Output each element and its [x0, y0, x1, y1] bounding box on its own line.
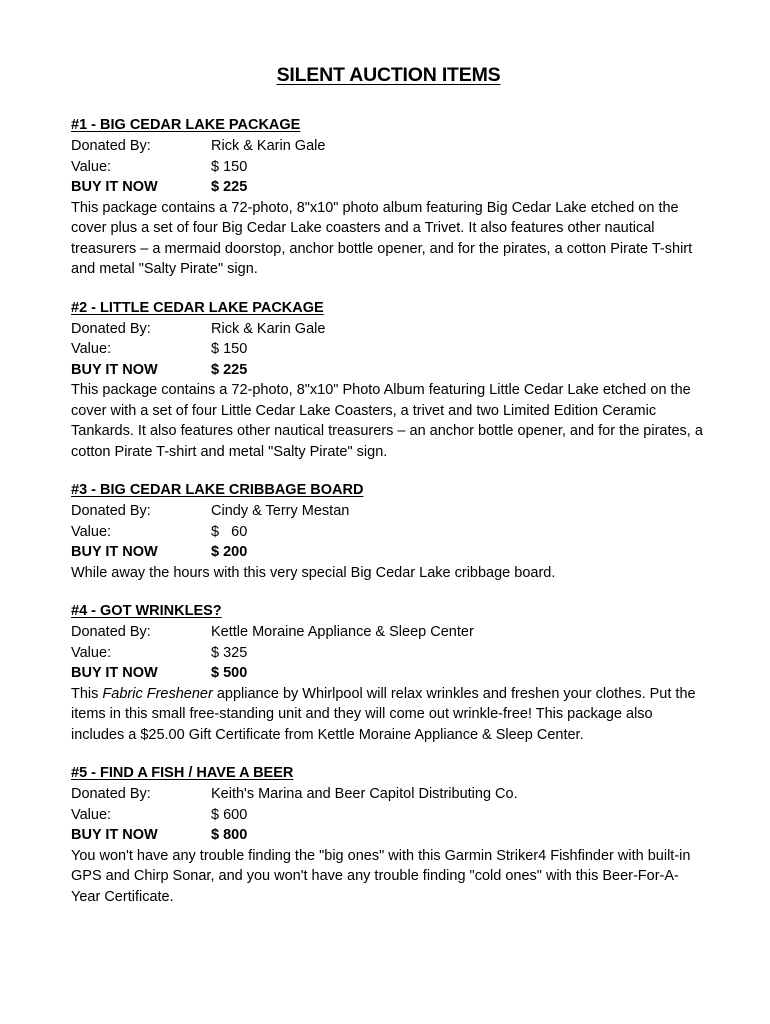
- buy-it-now-row: [71, 825, 706, 846]
- donor-name: Keith's Marina and Beer Capitol Distributing Co.: [211, 786, 518, 802]
- item-description: While away the hours with this very special Big Cedar Lake cribbage board.: [71, 564, 556, 581]
- description-text: appliance by Whirlpool will relax wrinkles and freshen your clothes. Put the items in this small free-standing unit and they will come out wrinkle-free! This package also includes a $25.00 Gift Certificate from Kettle Moraine Appliance & Sleep Center.: [71, 685, 696, 743]
- item-heading: #4 - GOT WRINKLES?: [71, 603, 222, 619]
- buy-it-now-label: BUY IT NOW: [71, 665, 158, 681]
- description-italic-text: Fabric Freshener: [102, 685, 213, 702]
- donor-name: Rick & Karin Gale: [211, 138, 326, 154]
- buy-it-now-price: $ 800: [211, 827, 248, 843]
- value-label: Value:: [71, 523, 112, 540]
- value-amount: $ 150: [211, 158, 248, 175]
- donated-by-label: Donated By:: [71, 786, 151, 802]
- donor-name: Cindy & Terry Mestan: [211, 503, 350, 519]
- donated-by-row: [71, 319, 706, 340]
- auction-item: [71, 601, 706, 745]
- value-amount: $ 325: [211, 644, 248, 661]
- value-label: Value:: [71, 158, 112, 175]
- auction-item: [71, 115, 706, 280]
- item-description: You won't have any trouble finding the "big ones" with this Garmin Striker4 Fishfinder with built-in GPS and Chirp Sonar, and you won't have any trouble finding "cold ones" with this Beer-For-A-Year Certificate.: [71, 847, 691, 905]
- value-row: [71, 522, 706, 543]
- buy-it-now-label: BUY IT NOW: [71, 179, 158, 195]
- auction-item: [71, 763, 706, 907]
- item-heading: #5 - FIND A FISH / HAVE A BEER: [71, 765, 294, 781]
- item-heading: #2 - LITTLE CEDAR LAKE PACKAGE: [71, 299, 324, 316]
- item-heading: #3 - BIG CEDAR LAKE CRIBBAGE BOARD: [71, 482, 364, 498]
- document-title: SILENT AUCTION ITEMS: [276, 64, 501, 86]
- donor-name: Rick & Karin Gale: [211, 320, 326, 337]
- buy-it-now-price: $ 200: [211, 544, 248, 560]
- buy-it-now-row: [71, 663, 706, 684]
- donated-by-row: [71, 501, 706, 522]
- donated-by-row: [71, 622, 706, 643]
- value-row: [71, 339, 706, 360]
- buy-it-now-price: $ 225: [211, 361, 248, 378]
- value-row: [71, 643, 706, 664]
- donated-by-label: Donated By:: [71, 624, 151, 640]
- item-description: This package contains a 72-photo, 8"x10" Photo Album featuring Little Cedar Lake etched on the cover with a set of four Little Cedar Lake Coasters, a trivet and two Limited Edition Ceramic Tankards. It also features other nautical treasurers – an anchor bottle opener, and for the pirates, a cotton Pirate T-shirt and metal "Salty Pirate" sign.: [71, 382, 703, 460]
- value-row: [71, 157, 706, 178]
- auction-item: [71, 480, 706, 583]
- donor-name: Kettle Moraine Appliance & Sleep Center: [211, 624, 474, 640]
- item-description: This package contains a 72-photo, 8"x10" photo album featuring Big Cedar Lake etched on the cover plus a set of four Big Cedar Lake coasters and a Trivet. It also features other nautical treasurers – a mermaid doorstop, anchor bottle opener, and for the pirates, a cotton Pirate T-shirt and metal "Salty Pirate" sign.: [71, 199, 693, 277]
- buy-it-now-label: BUY IT NOW: [71, 827, 158, 843]
- item-heading: #1 - BIG CEDAR LAKE PACKAGE: [71, 117, 301, 133]
- buy-it-now-row: [71, 360, 706, 381]
- donated-by-label: Donated By:: [71, 320, 151, 337]
- buy-it-now-label: BUY IT NOW: [71, 544, 158, 560]
- buy-it-now-row: [71, 542, 706, 563]
- value-amount: $ 600: [211, 806, 248, 823]
- donated-by-label: Donated By:: [71, 503, 151, 519]
- donated-by-label: Donated By:: [71, 138, 151, 154]
- value-label: Value:: [71, 644, 112, 661]
- value-label: Value:: [71, 806, 112, 823]
- buy-it-now-row: [71, 177, 706, 198]
- value-label: Value:: [71, 341, 112, 357]
- value-amount: $ 150: [211, 341, 248, 357]
- auction-item: [71, 298, 706, 463]
- buy-it-now-price: $ 225: [211, 179, 248, 195]
- value-amount: $ 60: [211, 523, 248, 540]
- buy-it-now-label: BUY IT NOW: [71, 361, 158, 378]
- value-row: [71, 805, 706, 826]
- donated-by-row: [71, 136, 706, 157]
- buy-it-now-price: $ 500: [211, 665, 248, 681]
- item-description: [71, 684, 706, 746]
- donated-by-row: [71, 784, 706, 805]
- description-text: This: [71, 685, 103, 702]
